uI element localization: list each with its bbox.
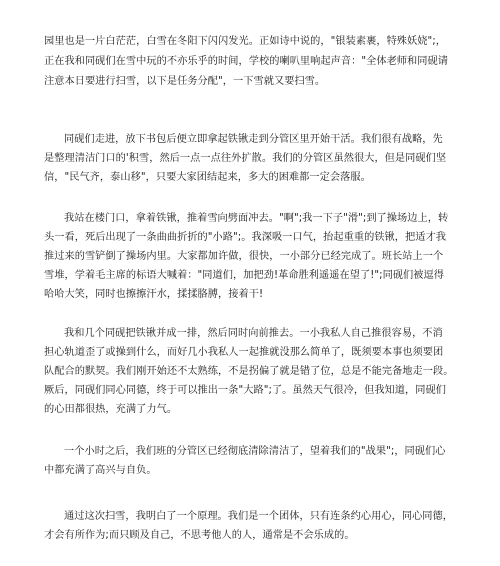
text-line: 头一看，死后出现了一条曲曲折折的"小路";。我深吸一口气，抬起重重的铁锹，把适才我 <box>44 232 446 243</box>
text-line: 是整理清洁门口的'积雪，然后一点一点往外扩散。我们的分管区虽然很大，但是同砚们坚 <box>44 153 447 164</box>
text-line: 同砚们走进，放下书包后便立即拿起铁锹走到分管区里开始干活。我们很有战略，先 <box>64 134 443 145</box>
text-line: 园里也是一片白茫茫，白雪在冬阳下闪闪发光。正如诗中说的，"银装素裹，特殊妖娆";， <box>44 36 446 47</box>
text-line: 我站在楼门口，拿着铁锹，推着雪向劈面冲去。"啊";我一下子"滑";到了操场边上，转 <box>64 213 449 224</box>
text-line: 正在我和同砚们在雪中玩的不亦乐乎的时间，学校的喇叭里响起声音："全体老师和同砚请 <box>44 56 448 67</box>
text-line: 注意本日要进行扫雪，以下是任务分配"，一下雪就又要扫雪。 <box>44 76 326 87</box>
text-line: 队配合的默契。我们刚开始还不太熟练，不是拐偏了就是错了位，总是不能完备地走一段。 <box>44 366 454 377</box>
text-line: 中都充满了高兴与自负。 <box>44 465 157 476</box>
text-line: 我和几个同砚把铁锹并成一排，然后同时向前推去。一小我私人自己推很容易，不消 <box>64 328 443 339</box>
text-line: 通过这次扫雪，我明白了一个原理。我们是一个团体，只有连条约心用心，同心同德， <box>64 511 454 522</box>
text-line: 一个小时之后，我们班的分管区已经彻底清除清洁了，望着我们的"战果";，同砚们心 <box>64 446 446 457</box>
text-line: 信，"民气齐，泰山移"，只要大家团结起来，多大的困难都一定会落服。 <box>44 172 371 183</box>
text-line: 哈哈大笑，同时也擦擦汗水，揉揉胳膊，接着干! <box>44 289 264 300</box>
text-line: 的心田都很热，充满了力气。 <box>44 404 178 415</box>
text-line: 厥后，同砚们同心同德，终于可以推出一条"大路";了。虽然天气很冷，但我知道，同砚们 <box>44 385 446 396</box>
text-line: 雪堆，学着毛主席的标语大喊着："同道们，加把劲!革命胜利遥遥在望了!";同砚们被逗得 <box>44 270 445 281</box>
text-line: 担心轨道歪了或操到什么，而好几小我私人一起推就没那么简单了，既须要本事也须要团 <box>44 347 444 358</box>
text-line: 推过来的雪铲倒了操场内里。大家都加许做，很快，一小部分已经完成了。班长站上一个 <box>44 251 444 262</box>
text-line: 才会有所作为;而只顾及自己，不思考他人的人，通常是不会乐成的。 <box>44 530 355 541</box>
